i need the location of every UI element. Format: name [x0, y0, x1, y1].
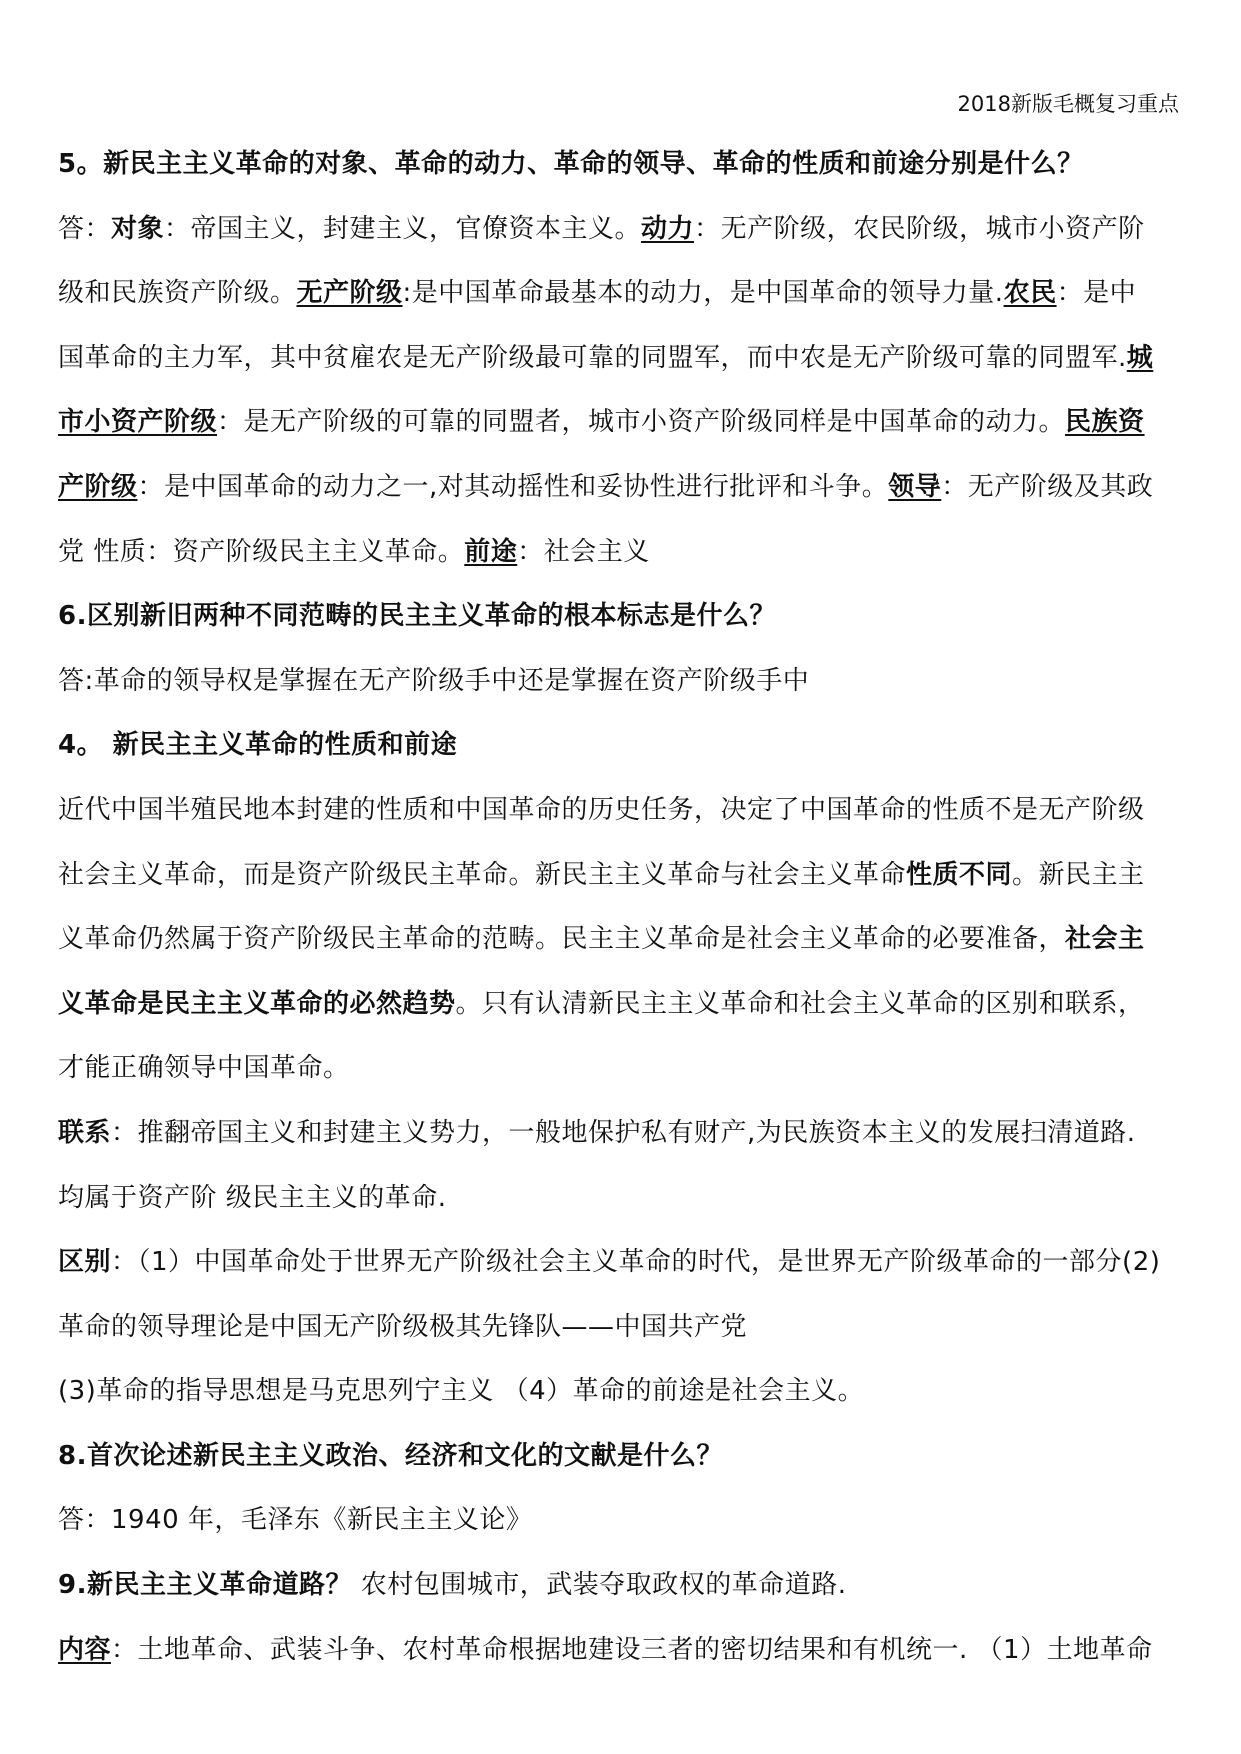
emphasis-text: 5。新民主主义革命的对象、革命的动力、革命的领导、革命的性质和前途分别是什么？ [58, 149, 1084, 179]
text-segment: 级和民族资产阶级。 [58, 278, 297, 309]
emphasis-text: 前途 [464, 536, 518, 567]
emphasis-text: 产阶级 [58, 471, 138, 502]
emphasis-text: 无产阶级 [296, 278, 403, 309]
text-line [58, 197, 1193, 262]
emphasis-text: 联系 [58, 1117, 112, 1148]
text-line [58, 1618, 1193, 1683]
emphasis-text: 性质不同 [906, 859, 1013, 890]
text-line [58, 1553, 1193, 1618]
page-header: 2018新版毛概复习重点 [957, 92, 1179, 116]
text-line [58, 1424, 1193, 1489]
text-segment: (3)革命的指导思想是马克思列宁主义 （4）革命的前途是社会主义。 [58, 1376, 865, 1407]
text-line [58, 1295, 1193, 1360]
emphasis-text: 城 [1126, 342, 1154, 373]
text-line [58, 1166, 1193, 1231]
text-segment: 才能正确领导中国革命。 [58, 1053, 350, 1084]
emphasis-text: 领导 [888, 471, 942, 502]
text-segment: 革命的领导理论是中国无产阶级极其先锋队——中国共产党 [58, 1311, 748, 1342]
text-line [58, 584, 1193, 649]
emphasis-text: 义革命是民主主义革命的必然趋势 [58, 988, 456, 1019]
emphasis-text: 农民 [1003, 278, 1057, 309]
text-segment: 义革命仍然属于资产阶级民主革命的范畴。民主主义革命是社会主义革命的必要准备， [58, 924, 1066, 955]
text-line [58, 1359, 1193, 1424]
emphasis-text: 4。 新民主主义革命的性质和前途 [58, 730, 458, 761]
text-segment: 国革命的主力军，其中贫雇农是无产阶级最可靠的同盟军，而中农是无产阶级可靠的同盟军. [58, 342, 1127, 373]
text-segment: ：社会主义 [517, 536, 650, 567]
text-segment: 答：1940 年，毛泽东《新民主主义论》 [58, 1505, 533, 1536]
text-line [58, 649, 1193, 714]
document-body [58, 132, 1193, 1682]
text-segment: ：是中 [1056, 278, 1137, 309]
text-line [58, 132, 1193, 197]
text-segment: ：推翻帝国主义和封建主义势力，一般地保护私有财产,为民族资本主义的发展扫清道路. [111, 1117, 1136, 1148]
text-line [58, 390, 1193, 455]
emphasis-text: 动力 [641, 213, 695, 244]
text-line [58, 778, 1193, 843]
text-line [58, 1101, 1193, 1166]
text-line [58, 713, 1193, 778]
emphasis-text: 6.区别新旧两种不同范畴的民主主义革命的根本标志是什么？ [58, 601, 776, 632]
text-segment: 社会主义革命，而是资产阶级民主革命。新民主主义革命与社会主义革命 [58, 859, 907, 890]
emphasis-text: 对象 [111, 213, 165, 244]
text-segment: ：帝国主义，封建主义，官僚资本主义。 [164, 213, 642, 244]
text-line [58, 455, 1193, 520]
text-segment: 答： [58, 213, 112, 244]
text-segment: ：无产阶级，农民阶级，城市小资产阶 [694, 213, 1145, 244]
text-line [58, 907, 1193, 972]
emphasis-text: 8.首次论述新民主主义政治、经济和文化的文献是什么？ [58, 1440, 723, 1471]
text-segment: 。只有认清新民主主义革命和社会主义革命的区别和联系， [455, 988, 1145, 1019]
emphasis-text: 9.新民主主义革命道路？ [58, 1570, 352, 1601]
emphasis-text: 社会主 [1065, 924, 1145, 955]
text-line [58, 1488, 1193, 1553]
text-line [58, 1036, 1193, 1101]
text-segment: ：是无产阶级的可靠的同盟者，城市小资产阶级同样是中国革命的动力。 [217, 407, 1066, 438]
text-segment: ：土地革命、武装斗争、农村革命根据地建设三者的密切结果和有机统一. （1）土地革命 [111, 1634, 1153, 1665]
text-line [58, 972, 1193, 1037]
emphasis-text: 内容 [58, 1634, 112, 1665]
text-line [58, 520, 1193, 585]
text-segment: 党 性质：资产阶级民主主义革命。 [58, 536, 465, 567]
text-segment: 农村包围城市，武装夺取政权的革命道路. [351, 1570, 847, 1601]
text-line [58, 1230, 1193, 1295]
text-segment: 均属于资产阶 级民主主义的革命. [58, 1182, 447, 1213]
text-segment: ：（1）中国革命处于世界无产阶级社会主义革命的时代，是世界无产阶级革命的一部分(2) [111, 1247, 1161, 1278]
emphasis-text: 市小资产阶级 [58, 407, 218, 438]
text-segment: 近代中国半殖民地本封建的性质和中国革命的历史任务，决定了中国革命的性质不是无产阶级 [58, 794, 1145, 825]
emphasis-text: 区别 [58, 1247, 112, 1278]
text-line [58, 261, 1193, 326]
text-segment: :是中国革命最基本的动力，是中国革命的领导力量. [402, 278, 1004, 309]
text-line [58, 326, 1193, 391]
text-segment: 答:革命的领导权是掌握在无产阶级手中还是掌握在资产阶级手中 [58, 665, 810, 696]
text-segment: ：无产阶级及其政 [941, 471, 1154, 502]
emphasis-text: 民族资 [1065, 407, 1145, 438]
text-line [58, 843, 1193, 908]
text-segment: 。新民主主 [1012, 859, 1145, 890]
text-segment: ：是中国革命的动力之一,对其动摇性和妥协性进行批评和斗争。 [137, 471, 889, 502]
